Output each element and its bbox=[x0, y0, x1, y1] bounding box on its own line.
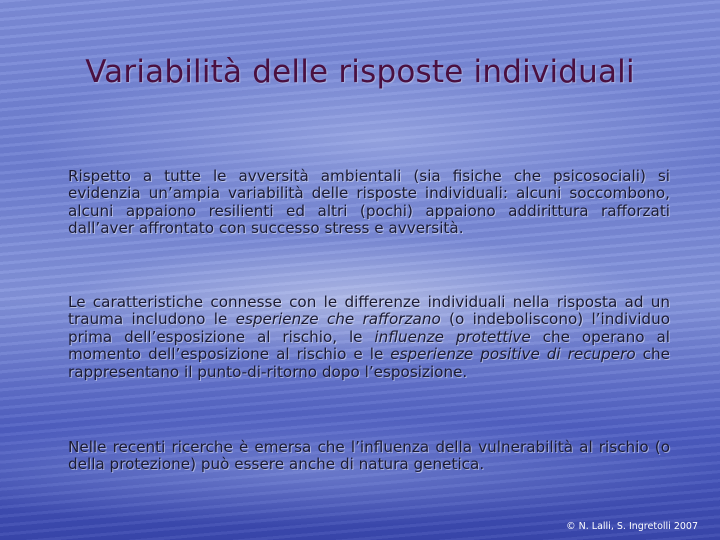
paragraph-characteristics bbox=[68, 294, 670, 381]
emphasis-protective-influences: influenze protettive bbox=[374, 327, 531, 346]
emphasis-strengthening-experiences: esperienze che rafforzano bbox=[235, 310, 441, 329]
copyright-footer: © N. Lalli, S. Ingretolli 2007 bbox=[566, 521, 698, 532]
paragraph-text: che operano al momento dell’esposizione al rischio e le bbox=[68, 327, 670, 364]
paragraph-text: (o indeboliscono) l’individuo prima dell’esposizione al rischio, le bbox=[68, 310, 670, 346]
emphasis-positive-recovery: esperienze positive di recupero bbox=[390, 345, 636, 364]
paragraph-text: che rappresentano il punto-di-ritorno dopo l’esposizione. bbox=[68, 345, 670, 381]
paragraph-genetics: Nelle recenti ricerche è emersa che l’influenza della vulnerabilità al rischio (o della protezione) può essere anche di natura genetica. bbox=[68, 438, 670, 474]
paragraph-text: Le caratteristiche connesse con le differenze individuali nella risposta ad un trauma includono le bbox=[68, 293, 670, 329]
paragraph-variability: Rispetto a tutte le avversità ambientali (sia fisiche che psicosociali) si evidenzia un’ampia variabilità delle risposte individuali: alcuni soccombono, alcuni appaiono resilienti ed altri (pochi) appaiono addirittura rafforzati dall’aver affrontato con successo stress e avversità. bbox=[68, 167, 670, 238]
slide-title: Variabilità delle risposte individuali bbox=[85, 54, 635, 90]
